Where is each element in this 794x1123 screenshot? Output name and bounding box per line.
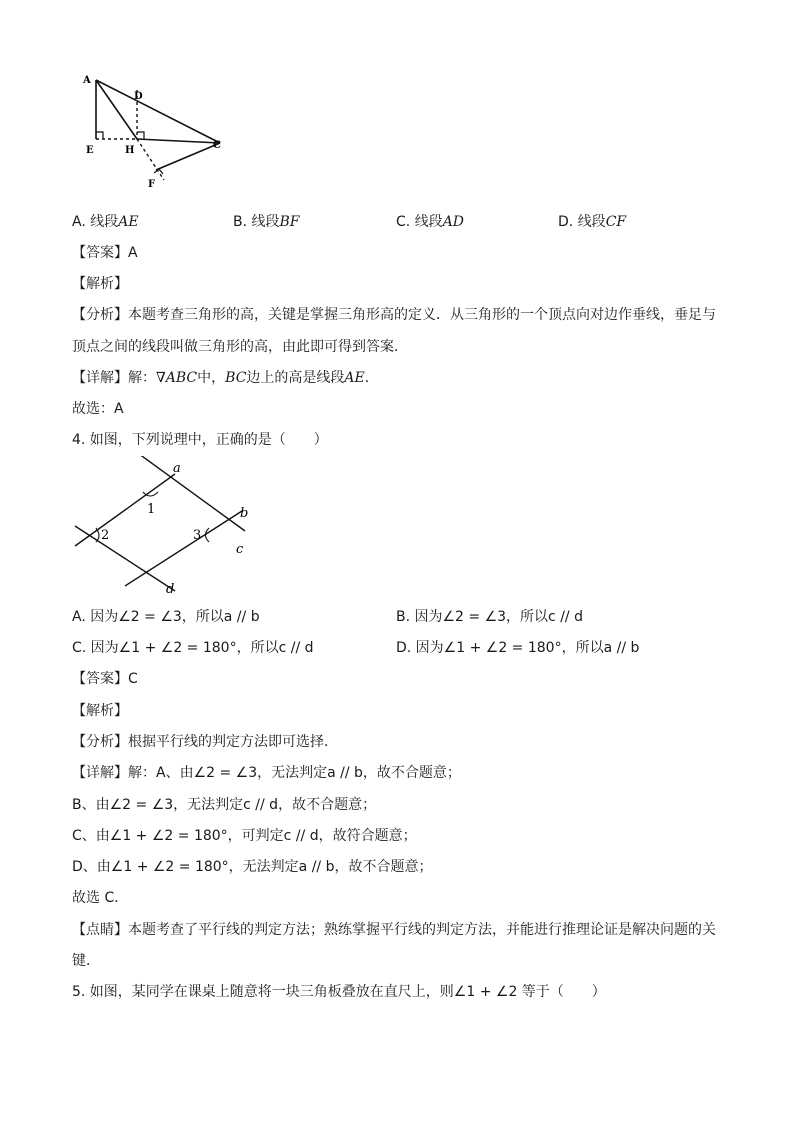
q3-option-a[interactable]: A. 线段AE bbox=[72, 214, 139, 230]
q4-option-b[interactable]: B. 因为∠2 = ∠3，所以c // d bbox=[396, 609, 583, 625]
right-angle-mark-h bbox=[137, 132, 144, 139]
angle-2-label: 2 bbox=[101, 528, 110, 543]
q4-answer: 【答案】C bbox=[72, 671, 138, 687]
segment-ac bbox=[96, 80, 220, 143]
q3-option-b[interactable]: B. 线段BF bbox=[233, 214, 300, 230]
q3-option-c[interactable]: C. 线段AD bbox=[396, 214, 465, 230]
q3-option-d[interactable]: D. 线段CF bbox=[558, 214, 627, 230]
q5-stem: 5. 如图，某同学在课桌上随意将一块三角板叠放在直尺上，则∠1 + ∠2 等于（ ） bbox=[72, 984, 606, 1000]
parallel-lines-figure bbox=[70, 456, 260, 596]
q4-detail-3: C、由∠1 + ∠2 = 180°，可判定c // d，故符合题意； bbox=[72, 828, 417, 844]
q3-choose: 故选：A bbox=[72, 401, 124, 417]
q3-detail: 【详解】解：∇ABC中，BC边上的高是线段AE． bbox=[72, 370, 379, 386]
segment-fc bbox=[156, 143, 220, 170]
segment-hc bbox=[137, 139, 220, 143]
label-d: D bbox=[134, 91, 143, 102]
q4-option-d[interactable]: D. 因为∠1 + ∠2 = 180°，所以a // b bbox=[396, 640, 640, 656]
q4-detail-1: 【详解】解：A、由∠2 = ∠3，无法判定a // b，故不合题意； bbox=[72, 765, 461, 781]
label-a: A bbox=[83, 75, 91, 86]
line-c bbox=[75, 526, 175, 591]
q4-analysis-heading: 【解析】 bbox=[72, 703, 128, 719]
label-e: E bbox=[86, 145, 94, 156]
segment-ah bbox=[96, 80, 137, 139]
angle-3-label: 3 bbox=[193, 528, 202, 543]
q4-option-c[interactable]: C. 因为∠1 + ∠2 = 180°，所以c // d bbox=[72, 640, 314, 656]
label-a-line: a bbox=[173, 461, 181, 476]
label-f: F bbox=[148, 179, 156, 190]
q4-option-a[interactable]: A. 因为∠2 = ∠3，所以a // b bbox=[72, 609, 260, 625]
q3-fenxi-line1: 【分析】本题考查三角形的高，关键是掌握三角形高的定义．从三角形的一个顶点向对边作垂线，垂足与 bbox=[72, 307, 716, 323]
label-d-line: d bbox=[166, 582, 175, 596]
angle-1-label: 1 bbox=[147, 502, 156, 517]
q4-detail-2: B、由∠2 = ∠3，无法判定c // d，故不合题意； bbox=[72, 797, 377, 813]
segment-hf-dashed bbox=[137, 139, 164, 180]
line-b bbox=[125, 511, 242, 586]
right-angle-mark-e bbox=[96, 132, 103, 139]
q3-analysis-heading: 【解析】 bbox=[72, 276, 128, 292]
angle-3-arc bbox=[206, 528, 210, 542]
q4-dianjing-line1: 【点睛】本题考查了平行线的判定方法；熟练掌握平行线的判定方法，并能进行推理论证是解决问题的关 bbox=[72, 922, 716, 938]
label-c-line: c bbox=[236, 542, 244, 557]
q3-fenxi-line2: 顶点之间的线段叫做三角形的高，由此即可得到答案． bbox=[72, 339, 408, 355]
label-h: H bbox=[125, 145, 135, 156]
q4-fenxi: 【分析】根据平行线的判定方法即可选择． bbox=[72, 734, 338, 750]
label-c: C bbox=[213, 140, 221, 151]
q4-choose: 故选 C． bbox=[72, 890, 129, 906]
q4-detail-4: D、由∠1 + ∠2 = 180°，无法判定a // b，故不合题意； bbox=[72, 859, 433, 875]
q4-dianjing-line2: 键． bbox=[72, 953, 100, 969]
q3-answer: 【答案】A bbox=[72, 245, 138, 261]
label-b-line: b bbox=[240, 506, 249, 521]
q4-stem: 4. 如图，下列说理中，正确的是（ ） bbox=[72, 432, 328, 448]
triangle-altitude-figure bbox=[80, 72, 240, 197]
